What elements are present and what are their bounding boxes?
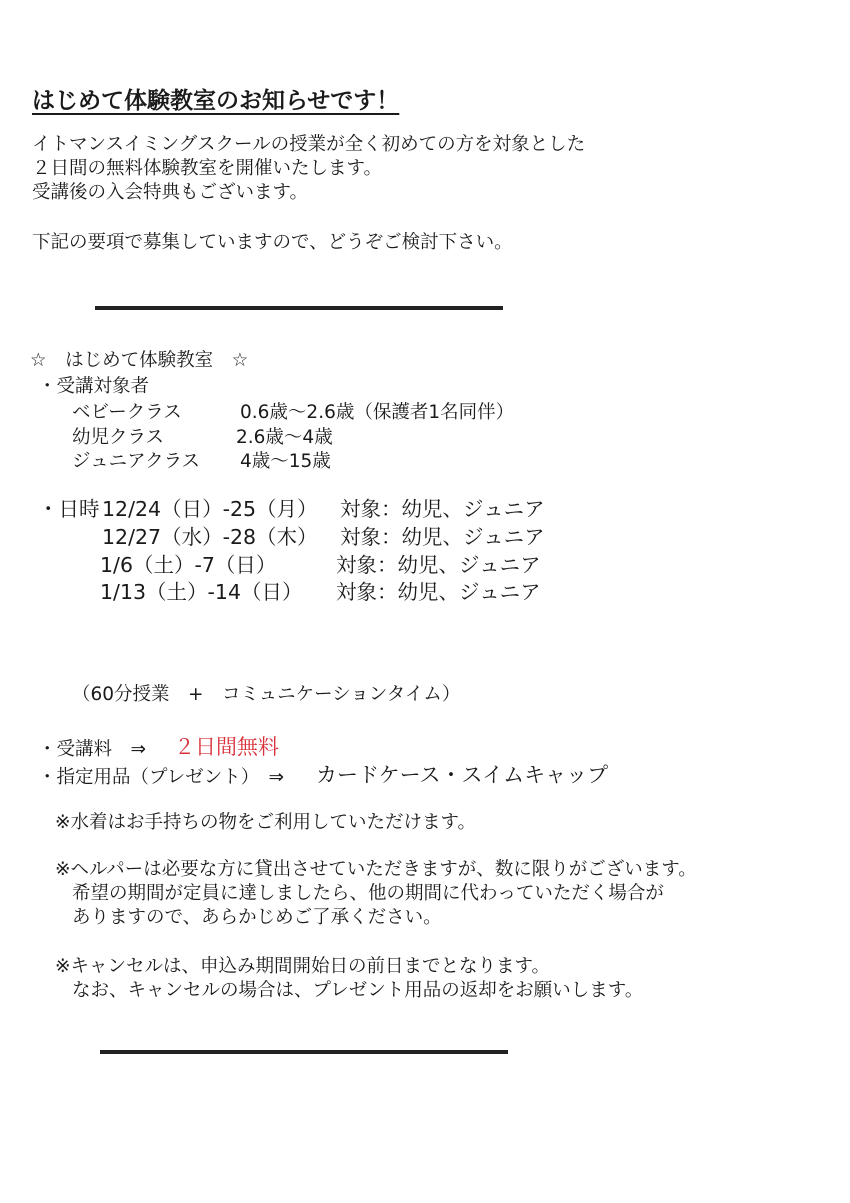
page-title: はじめて体験教室のお知らせです！ [32,88,400,114]
schedule-date-1: 12/24（日）-25（月） [102,497,318,521]
class-name-junior: ジュニアクラス [72,451,201,472]
schedule-date-2: 12/27（水）-28（木） [102,525,318,549]
note-cancel-2: なお、キャンセルの場合は、プレゼント用品の返却をお願いします。 [72,980,644,1001]
class-name-baby: ベビークラス [72,402,182,423]
class-age-baby: 0.6歳～2.6歳（保護者1名同伴） [240,402,515,423]
class-name-infant: 幼児クラス [72,427,164,448]
schedule-label: ・日時 [38,497,100,521]
class-age-infant: 2.6歳～4歳 [236,427,333,448]
section-heading: ☆ はじめて体験教室 ☆ [30,350,249,371]
class-age-junior: 4歳～15歳 [240,451,331,472]
lesson-note: （60分授業 + コミュニケーションタイム） [72,684,461,705]
intro-line-1: イトマンスイミングスクールの授業が全く初めての方を対象とした [32,134,586,155]
note-helper-1: ※ヘルパーは必要な方に貸出させていただきますが、数に限りがございます。 [55,859,697,880]
target-label: ・受講対象者 [38,376,150,397]
note-helper-2: 希望の期間が定員に達しましたら、他の期間に代わっていただく場合が [72,883,664,904]
schedule-date-4: 1/13（土）-14（日） [100,580,303,604]
intro-line-2: ２日間の無料体験教室を開催いたします。 [32,158,383,179]
schedule-date-3: 1/6（土）-7（日） [100,553,277,577]
gift-value: カードケース・スイムキャップ [316,763,609,787]
intro-line-3: 受講後の入会特典もございます。 [32,182,309,203]
note-helper-3: ありますので、あらかじめご了承ください。 [72,907,442,928]
fee-label: ・受講料 ⇒ [38,739,147,760]
fee-value: ２日間無料 [174,735,279,759]
divider-top [95,306,503,310]
schedule-target-2: 対象：幼児、ジュニア [340,525,545,549]
note-swimwear: ※水着はお手持ちの物をご利用していただけます。 [55,812,477,833]
schedule-target-4: 対象：幼児、ジュニア [336,580,541,604]
gift-label: ・指定用品（プレゼント） ⇒ [38,767,285,788]
divider-bottom [100,1050,508,1054]
note-cancel-1: ※キャンセルは、申込み期間開始日の前日までとなります。 [55,956,551,977]
schedule-target-3: 対象：幼児、ジュニア [336,553,541,577]
schedule-target-1: 対象：幼児、ジュニア [340,497,545,521]
intro-note: 下記の要項で募集していますので、どうぞご検討下さい。 [32,232,513,253]
